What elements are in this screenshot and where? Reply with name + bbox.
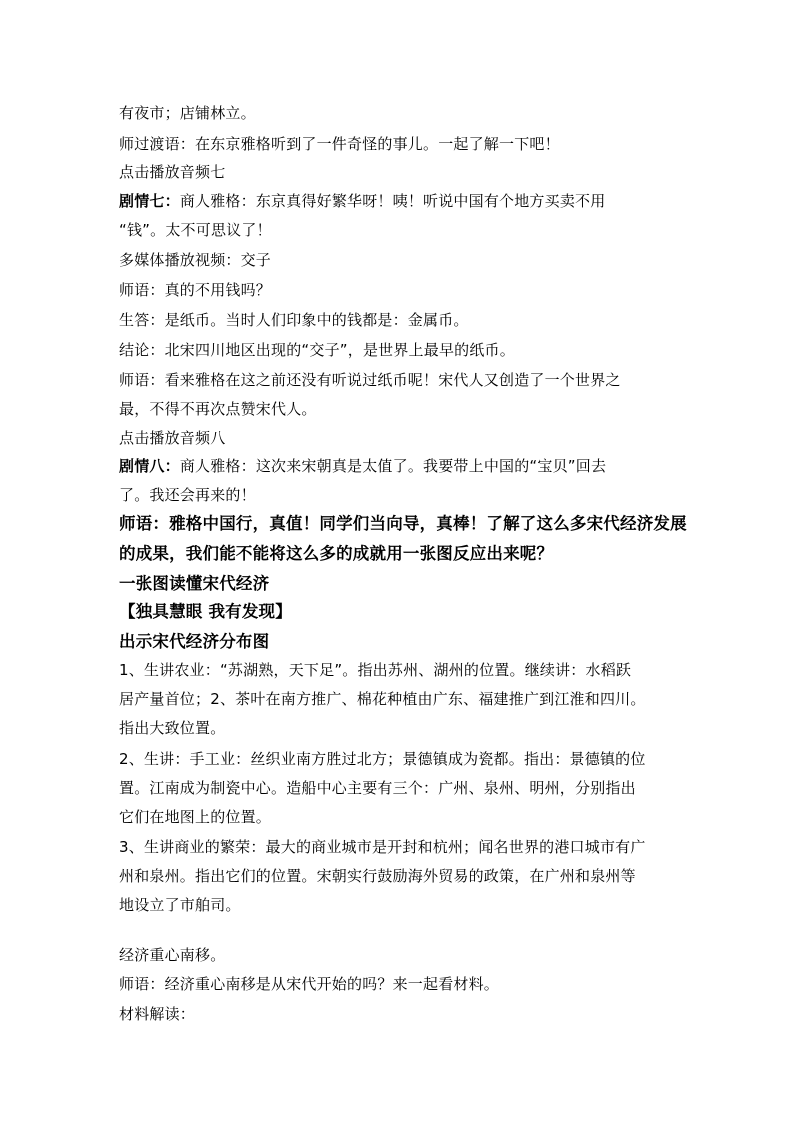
text-line: 结论：北宋四川地区出现的“交子”，是世界上最早的纸币。 [119,341,515,359]
text-line: 师过渡语：在东京雅格听到了一件奇怪的事儿。一起了解一下吧！ [119,135,560,153]
text-line: 多媒体播放视频：交子 [119,251,272,269]
text-line: 置。江南成为制瓷中心。造船中心主要有三个：广州、泉州、明州，分别指出 [119,779,636,797]
text-line-bold: 的成果，我们能不能将这么多的成就用一张图反应出来呢？ [119,544,554,563]
text-line: 师语：看来雅格在这之前还没有听说过纸币呢！宋代人又创造了一个世界之 [119,371,621,389]
text-line: 3、生讲商业的繁荣：最大的商业城市是开封和杭州；闻名世界的港口城市有广 [119,838,646,856]
section-heading: 一张图读懂宋代经济 [119,574,270,593]
text-line: 材料解读： [119,1005,196,1023]
text-line: “钱”。太不可思议了！ [119,221,272,239]
text-line: 生答：是纸币。当时人们印象中的钱都是：金属币。 [119,311,469,329]
text-line: 州和泉州。指出它们的位置。宋朝实行鼓励海外贸易的政策，在广州和泉州等 [119,867,636,885]
text-line-bold: 师语：雅格中国行，真值！同学们当向导，真棒！了解了这么多宋代经济发展 [119,514,687,533]
text-line: 指出大致位置。 [119,719,226,737]
text-line: 师语：经济重心南移是从宋代开始的吗？来一起看材料。 [119,975,500,993]
text-line: 居产量首位；2、茶叶在南方推广、棉花种植由广东、福建推广到江淮和四川。 [119,690,646,708]
scene-label: 剧情七： [119,192,180,210]
text-line: 了。我还会再来的！ [119,486,256,504]
section-heading: 【独具慧眼 我有发现】 [119,602,292,621]
text-line: 剧情七：商人雅格：东京真得好繁华呀！咦！听说中国有个地方买卖不用 [119,192,606,210]
section-heading: 出示宋代经济分布图 [119,632,270,651]
text-line: 点击播放音频八 [119,429,226,447]
text-line: 有夜市；店铺林立。 [119,104,256,122]
text-line: 它们在地图上的位置。 [119,808,272,826]
text-line: 地设立了市舶司。 [119,896,241,914]
text-line: 经济重心南移。 [119,946,226,964]
text-line: 剧情八：商人雅格：这次来宋朝真是太值了。我要带上中国的“宝贝”回去 [119,457,607,475]
text-line: 最，不得不再次点赞宋代人。 [119,400,317,418]
text-line: 1、生讲农业：“苏湖熟，天下足”。指出苏州、湖州的位置。继续讲：水稻跃 [119,661,632,679]
text-line: 师语：真的不用钱吗？ [119,281,272,299]
text-line: 2、生讲：手工业：丝织业南方胜过北方；景德镇成为瓷都。指出：景德镇的位 [119,750,646,768]
scene-label: 剧情八： [119,457,180,475]
text-line: 点击播放音频七 [119,163,226,181]
